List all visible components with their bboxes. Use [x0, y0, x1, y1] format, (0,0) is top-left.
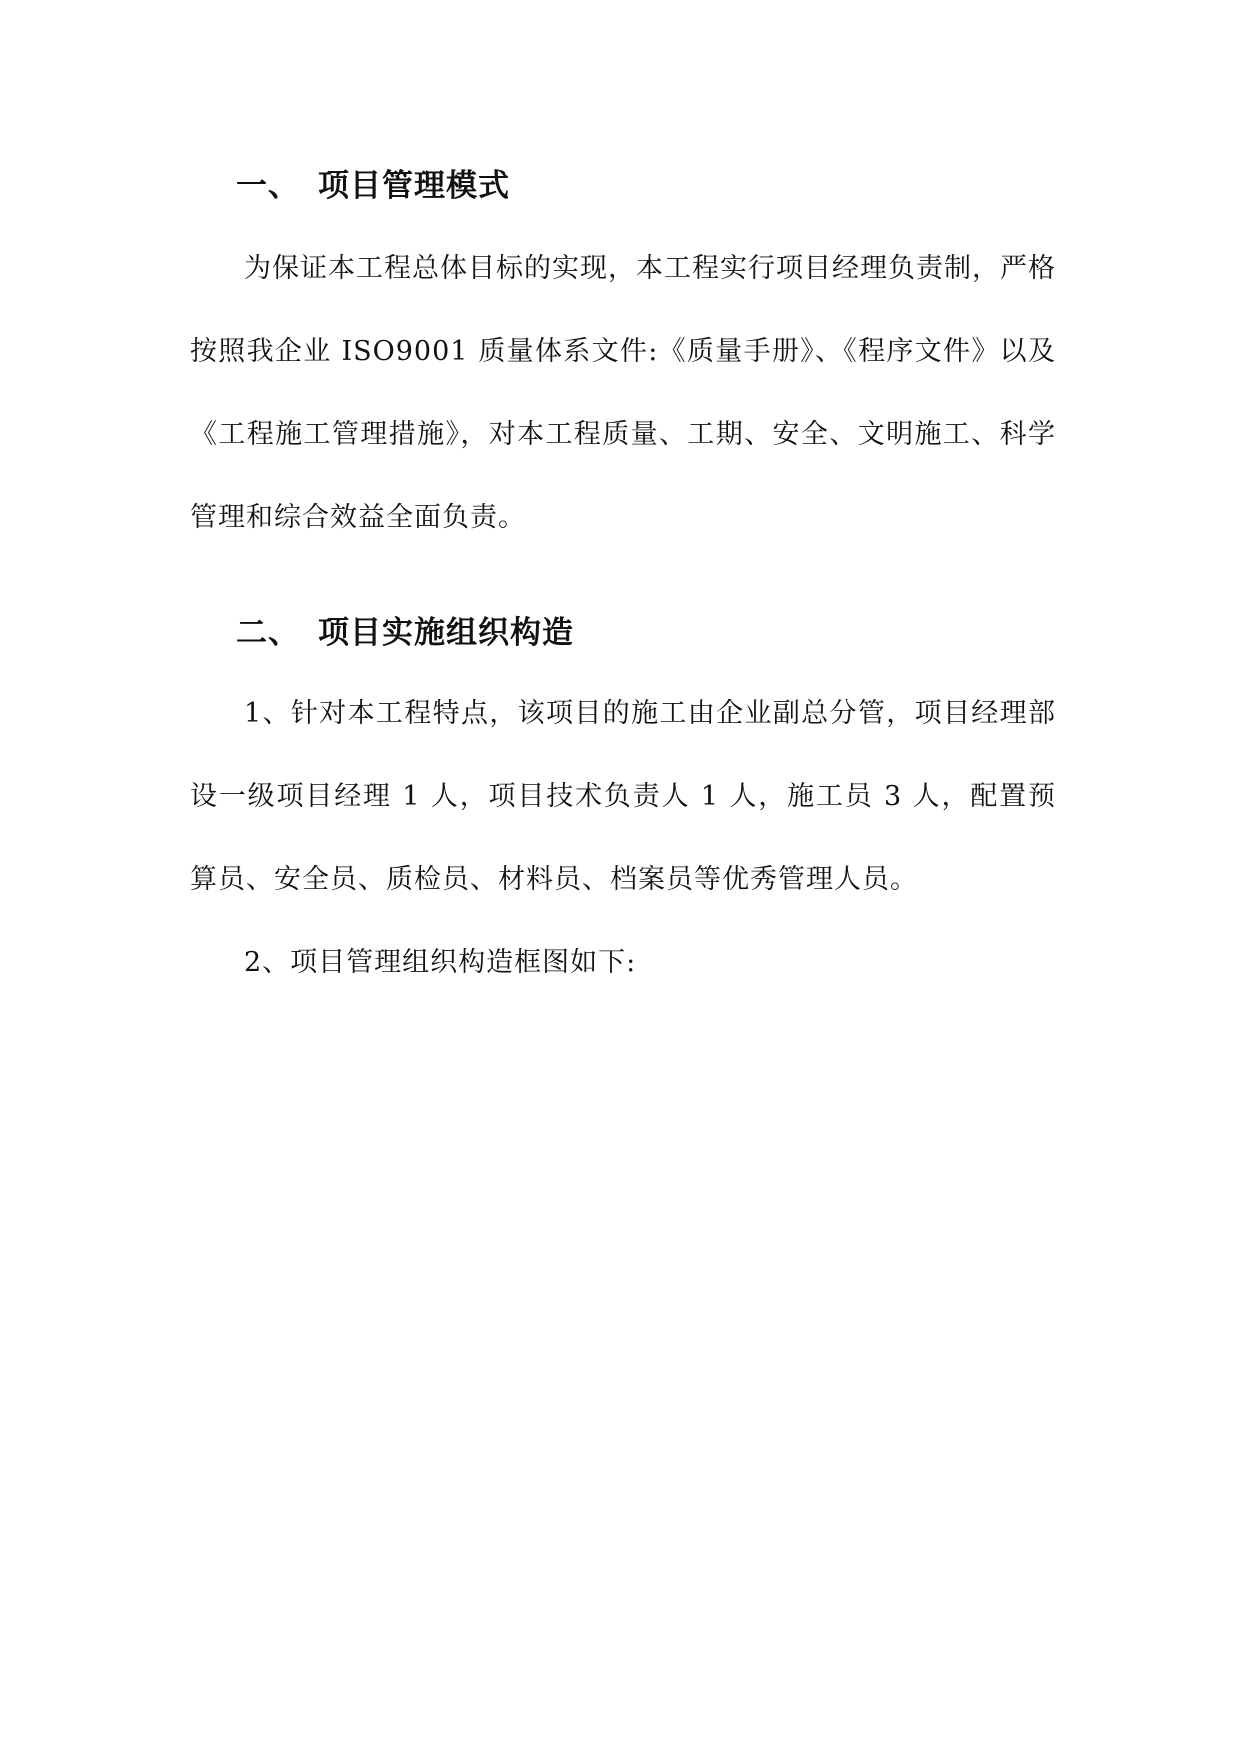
section-1-paragraph-1: 为保证本工程总体目标的实现，本工程实行项目经理负责制，严格按照我企业 ISO9001 质量体系文件:《质量手册》、《程序文件》以及《工程施工管理措施》，对本工程质量、工期、安全、文明施工、科学管理和综合效益全面负责。 — [190, 253, 1056, 533]
section-2-paragraph-2: 2、项目管理组织构造框图如下: — [244, 947, 637, 978]
section-number: 一、 — [236, 168, 300, 204]
section-number: 二、 — [236, 615, 300, 651]
section-heading-2 — [236, 613, 574, 653]
section-title: 项目实施组织构造 — [318, 615, 574, 651]
section-2-paragraph-1: 1、针对本工程特点，该项目的施工由企业副总分管，项目经理部设一级项目经理 1 人，项目技术负责人 1 人，施工员 3 人，配置预算员、安全员、质检员、材料员、档案员等优秀管理人员。 — [190, 698, 1056, 895]
section-title: 项目管理模式 — [318, 168, 510, 204]
section-heading-1 — [236, 166, 510, 206]
